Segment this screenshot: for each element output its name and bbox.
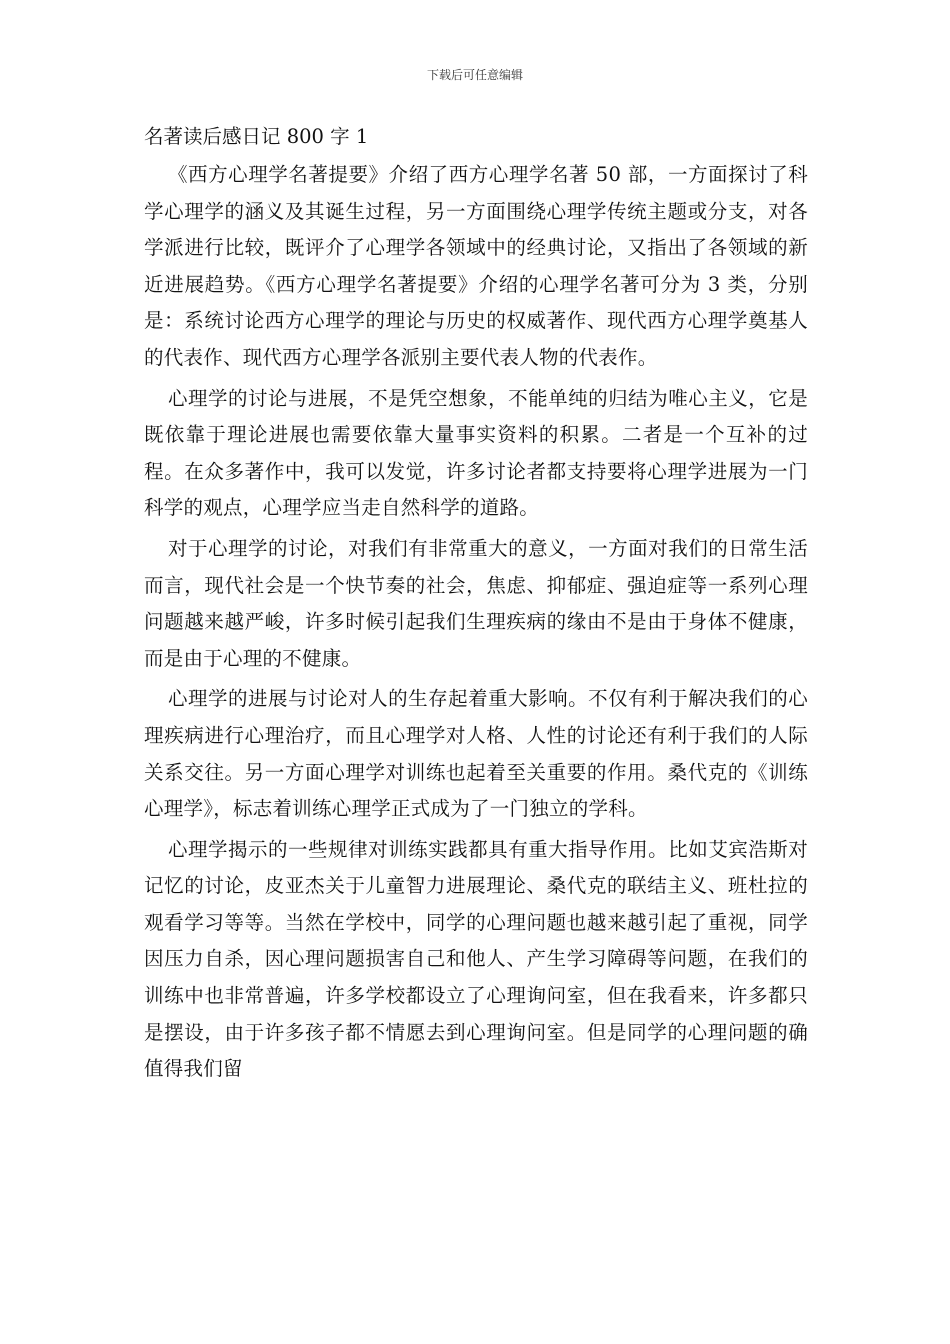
paragraph-4: 心理学的进展与讨论对人的生存起着重大影响。不仅有利于解决我们的心理疾病进行心理治疗，而且心理学对人格、人性的讨论还有利于我们的人际关系交往。另一方面心理学对训练也起着至关重要的作用。桑代克的《训练心理学》，标志着训练心理学正式成为了一门独立的学科。 [144, 687, 808, 821]
paragraph-2: 心理学的讨论与进展，不是凭空想象，不能单纯的归结为唯心主义，它是既依靠于理论进展也需要依靠大量事实资料的积累。二者是一个互补的过程。在众多著作中，我可以发觉，许多讨论者都支持要将心理学进展为一门科学的观点，心理学应当走自然科学的道路。 [144, 386, 808, 520]
paragraph-1: 《西方心理学名著提要》介绍了西方心理学名著 50 部，一方面探讨了科学心理学的涵义及其诞生过程，另一方面围绕心理学传统主题或分支，对各学派进行比较，既评介了心理学各领域中的经典讨论，又指出了各领域的新近进展趋势。《西方心理学名著提要》介绍的心理学名著可分为 3 类，分别是：系统讨论西方心理学的理论与历史的权威著作、现代西方心理学奠基人的代表作、现代西方心理学各派别主要代表人物的代表作。 [144, 163, 808, 369]
page-header: 下载后可任意编辑 [426, 68, 523, 82]
document-title: 名著读后感日记 800 字 1 [144, 125, 369, 148]
paragraph-3: 对于心理学的讨论，对我们有非常重大的意义，一方面对我们的日常生活而言，现代社会是一个快节奏的社会，焦虑、抑郁症、强迫症等一系列心理问题越来越严峻，许多时候引起我们生理疾病的缘由不是由于身体不健康，而是由于心理的不健康。 [144, 536, 808, 670]
paragraph-5: 心理学揭示的一些规律对训练实践都具有重大指导作用。比如艾宾浩斯对记忆的讨论，皮亚杰关于儿童智力进展理论、桑代克的联结主义、班杜拉的观看学习等等。当然在学校中，同学的心理问题也越来越引起了重视，同学因压力自杀，因心理问题损害自己和他人、产生学习障碍等问题，在我们的训练中也非常普遍，许多学校都设立了心理询问室，但在我看来，许多都只是摆设，由于许多孩子都不情愿去到心理询问室。但是同学的心理问题的确值得我们留 [144, 837, 808, 1081]
document-body [144, 121, 808, 1088]
